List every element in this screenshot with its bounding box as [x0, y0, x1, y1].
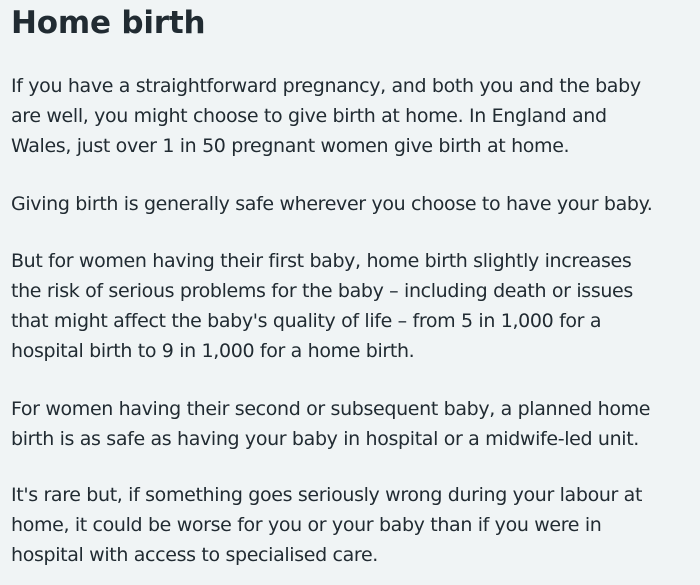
- paragraph-line: But for women having their first baby, home birth slightly increases: [11, 250, 632, 272]
- paragraph-line: Giving birth is generally safe wherever you choose to have your baby.: [11, 193, 653, 215]
- paragraph-line: that might affect the baby's quality of life – from 5 in 1,000 for a: [11, 310, 602, 332]
- paragraph-line: hospital with access to specialised care.: [11, 544, 378, 566]
- paragraph-rare-complications: [11, 480, 642, 570]
- paragraph-subsequent-baby: [11, 394, 650, 454]
- paragraph-line: For women having their second or subsequent baby, a planned home: [11, 398, 651, 420]
- paragraph-line: If you have a straightforward pregnancy, and both you and the baby: [11, 75, 641, 97]
- article-content: [11, 0, 697, 566]
- paragraph-line: hospital birth to 9 in 1,000 for a home birth.: [11, 340, 415, 362]
- paragraph-line: the risk of serious problems for the baby – including death or issues: [11, 280, 633, 302]
- paragraph-line: Wales, just over 1 in 50 pregnant women give birth at home.: [11, 135, 570, 157]
- paragraph-first-baby-risk: [11, 246, 633, 366]
- paragraph-line: birth is as safe as having your baby in hospital or a midwife-led unit.: [11, 428, 639, 450]
- paragraph-safety: [11, 189, 652, 219]
- paragraph-line: home, it could be worse for you or your baby than if you were in: [11, 514, 602, 536]
- page-title: Home birth: [11, 5, 206, 41]
- paragraph-home-birth-intro: [11, 71, 641, 161]
- paragraph-line: are well, you might choose to give birth at home. In England and: [11, 105, 607, 127]
- paragraph-line: It's rare but, if something goes seriously wrong during your labour at: [11, 484, 643, 506]
